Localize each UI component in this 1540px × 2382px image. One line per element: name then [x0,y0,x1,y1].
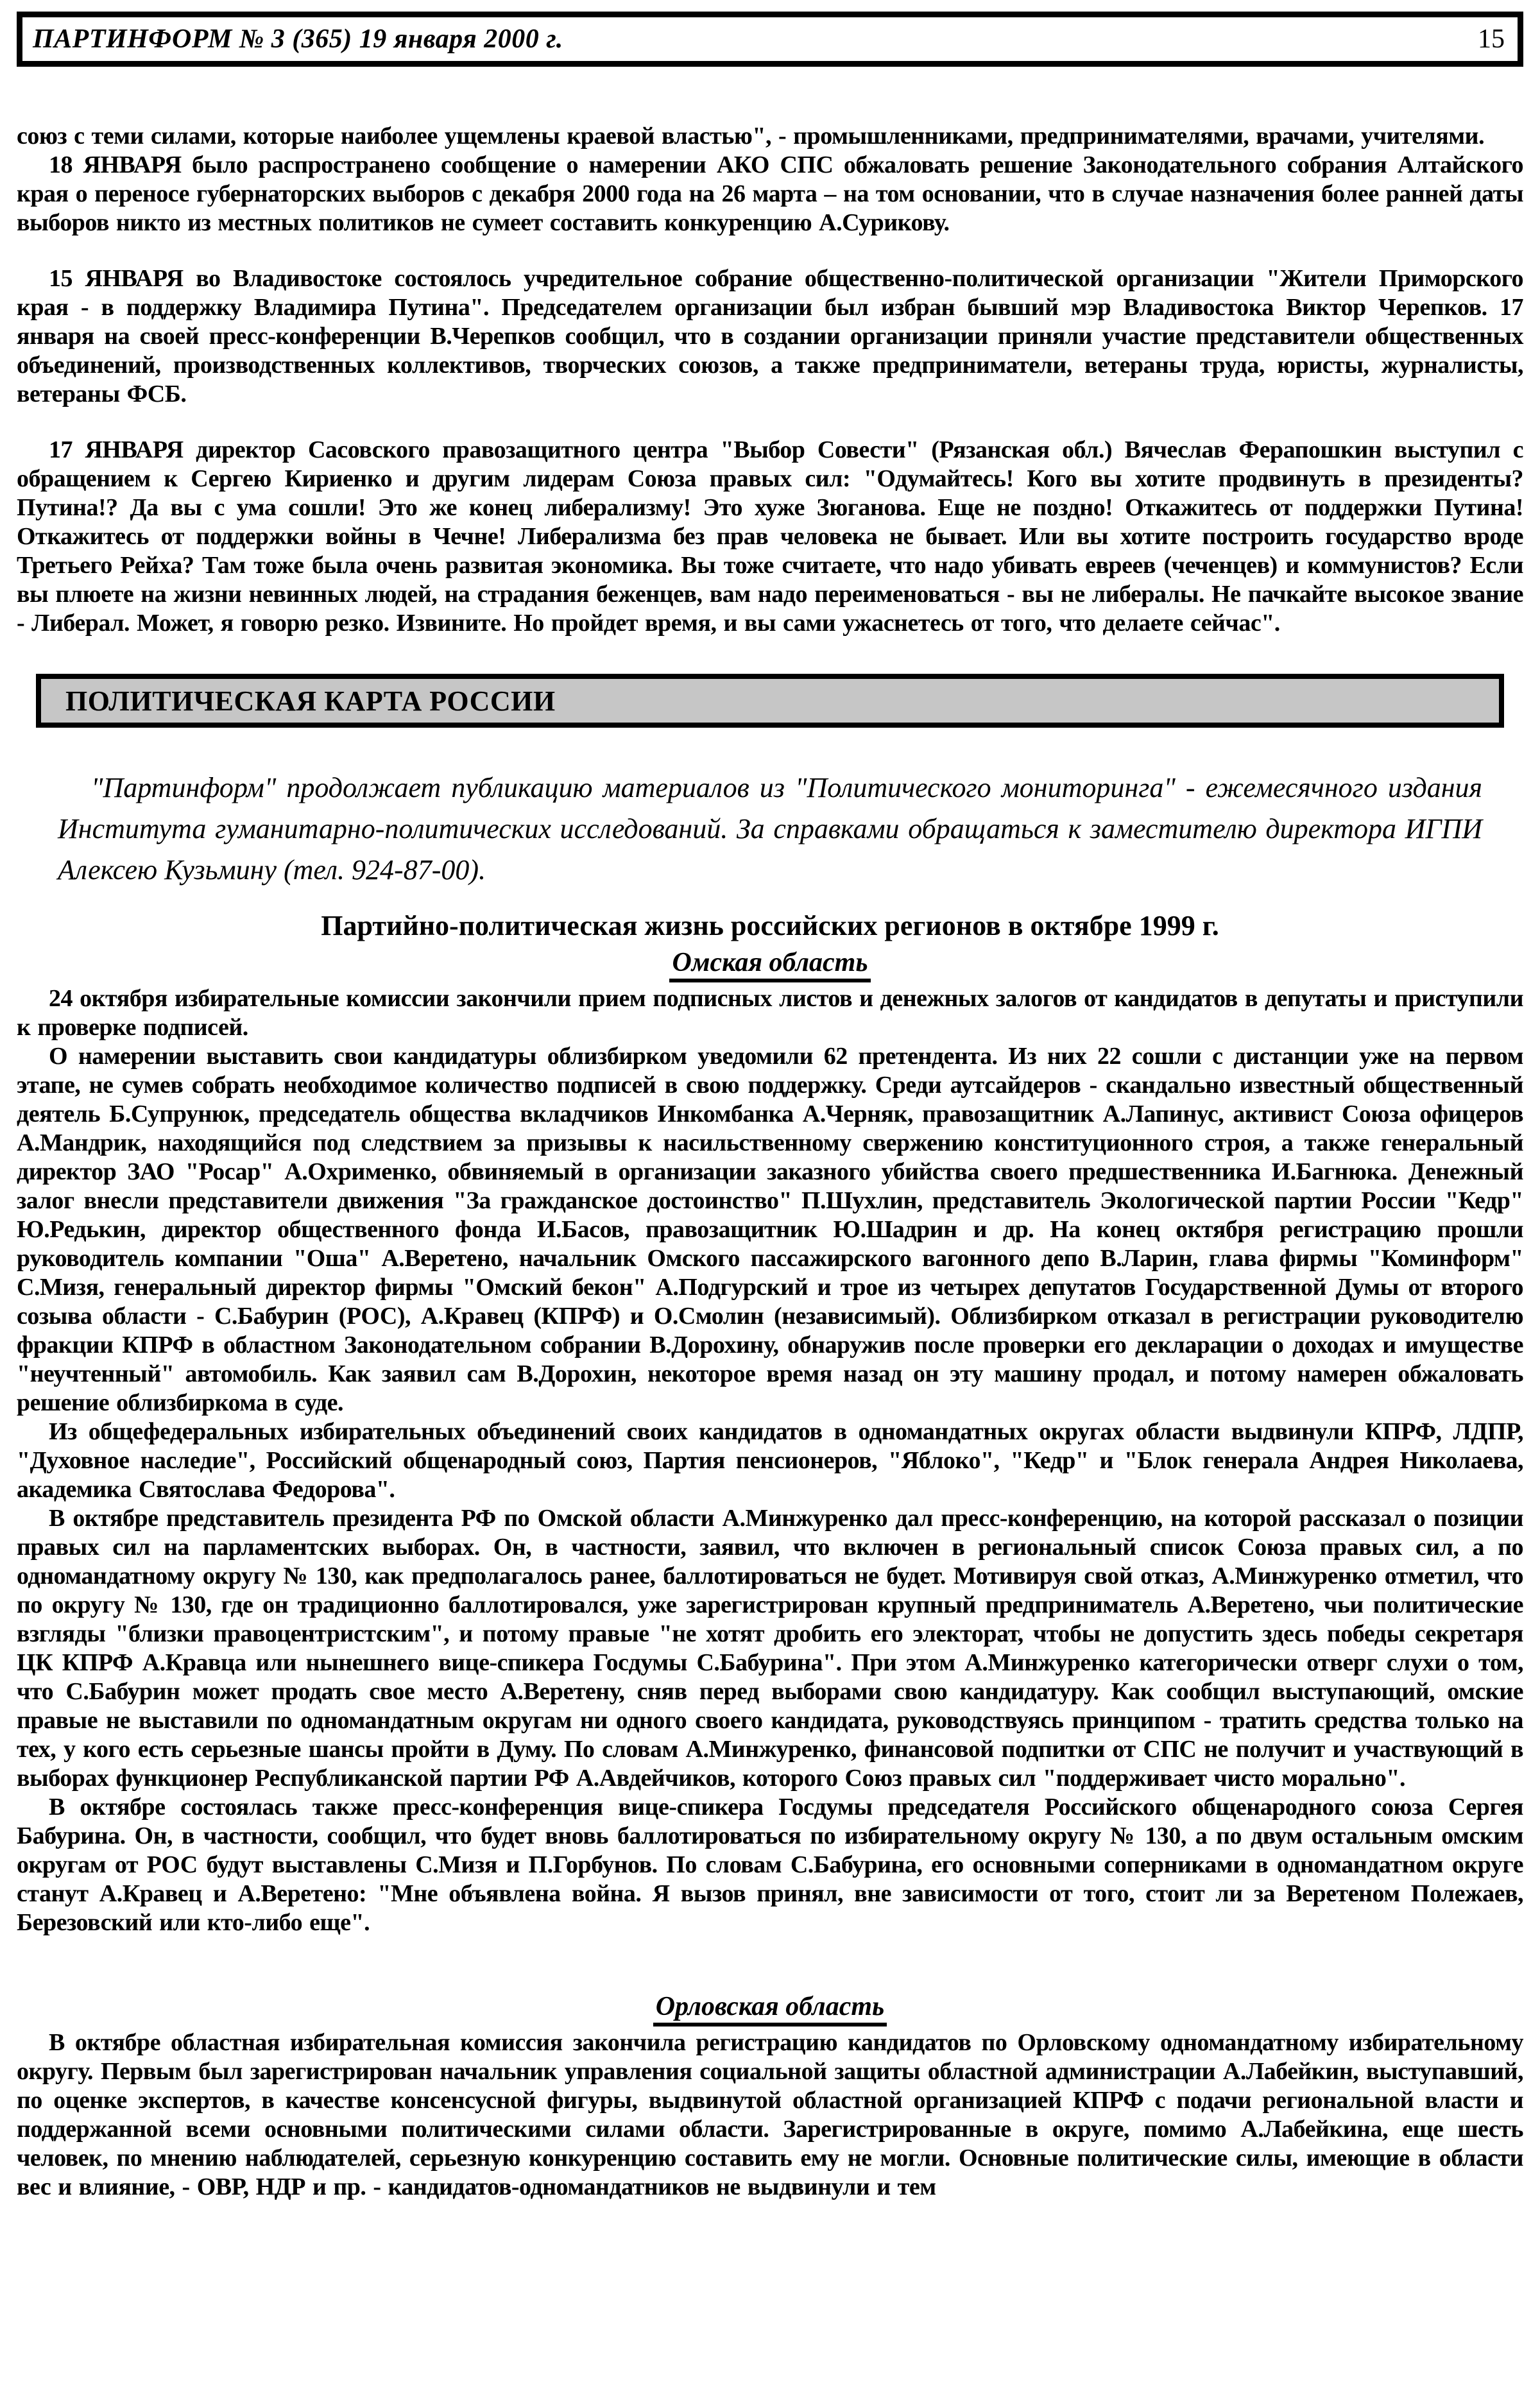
omsk-paragraph-4: В октябре представитель президента РФ по Омской области А.Минжуренко дал пресс-конференцию, на которой рассказал о позиции правых сил на парламентских выборах. Он, в частности, заявил, что включен в региональный список Союза правых сил, а по одномандатному округу № 130, как предполагалось ранее, баллотироваться не будет. Мотивируя свой отказ, А.Минжуренко отметил, что по округу № 130, где он традиционно баллотировался, уже зарегистрирован крупный предприниматель А.Веретено, чьи политические взгляды "близки правоцентристским", и потому правые "не хотят дробить его электорат, чтобы не допустить здесь победы секретаря ЦК КПРФ А.Кравца или нынешнего вице-спикера Госдумы С.Бабурина". При этом А.Минжуренко категорически отверг слухи о том, что С.Бабурин может продать свое место А.Веретену, сняв перед выборами свою кандидатуру. Как сообщил выступающий, омские правые не выставили по одномандатным округам ни одного своего кандидата, руководствуясь принципом - тратить средства только на тех, у кого есть серьезные шансы пройти в Думу. По словам А.Минжуренко, финансовой подпитки от СПС не получит и участвующий в выборах функционер Республиканской партии РФ А.Авдейчиков, которого Союз правых сил "поддерживает чисто морально". [17,1505,1523,1792]
page-number: 15 [1478,24,1505,54]
region-oryol-body [17,2028,1523,2202]
omsk-paragraph-3: Из общефедеральных избирательных объединений своих кандидатов в одномандатных округах области выдвинули КПРФ, ЛДПР, "Духовное наследие", Российский общенародный союз, Партия пенсионеров, "Яблоко", "Кедр" и "Блок генерала Андрея Николаева, академика Святослава Федорова". [17,1418,1523,1503]
news-column [17,122,1523,638]
paragraph-continuation: союз с теми силами, которые наиболее ущемлены краевой властью", - промышленниками, предпринимателями, врачами, учителями. [17,123,1485,150]
region-title-omsk-label: Омская область [669,948,870,982]
newsletter-title: ПАРТИНФОРМ № 3 (365) 19 января 2000 г. [33,24,563,54]
region-title-omsk [17,947,1523,978]
news-item-jan15: 15 ЯНВАРЯ во Владивостоке состоялось учредительное собрание общественно-политической организации "Жители Приморского края - в поддержку Владимира Путина". Председателем организации был избран бывший мэр Владивостока Виктор Черепков. 17 января на своей пресс-конференции В.Черепков сообщил, что в создании организации приняли участие представители общественных объединений, производственных коллективов, творческих союзов, а также предприниматели, ветераны труда, юристы, журналисты, ветераны ФСБ. [17,265,1523,407]
region-title-oryol [17,1991,1523,2022]
omsk-paragraph-5: В октябре состоялась также пресс-конференция вице-спикера Госдумы председателя Российского общенародного союза Сергея Бабурина. Он, в частности, сообщил, что будет вновь баллотироваться по избирательному округу № 130, а по двум остальным омским округам от РОС будут выставлены С.Мизя и П.Горбунов. По словам С.Бабурина, его основными соперниками в одномандатном округе станут А.Кравец и А.Веретено: "Мне объявлена война. Я вызов принял, вне зависимости от того, стоит ли за Веретеном Полежаев, Березовский или кто-либо еще". [17,1794,1523,1936]
oryol-paragraph-1: В октябре областная избирательная комиссия закончила регистрацию кандидатов по Орловскому одномандатному избирательному округу. Первым был зарегистрирован начальник управления социальной защиты областной администрации А.Лабейкин, выступавший, по оценке экспертов, в качестве консенсусной фигуры, выдвинутой областной организацией КПРФ с подачи региональной власти и поддержанной всеми основными политическими силами области. Зарегистрированные в округе, помимо А.Лабейкина, еще шесть человек, по мнению наблюдателей, серьезную конкуренцию составить ему не могли. Основные политические силы, имеющие в области вес и влияние, - ОВР, НДР и пр. - кандидатов-одномандатников не выдвинули и тем [17,2029,1523,2200]
news-item-jan18: 18 ЯНВАРЯ было распространено сообщение о намерении АКО СПС обжаловать решение Законодательного собрания Алтайского края о переносе губернаторских выборов с декабря 2000 года на 26 марта – на том основании, что в случае назначения более ранней даты выборов никто из местных политиков не сумеет составить конкуренцию А.Сурикову. [17,151,1523,236]
report-title: Партийно-политическая жизнь российских регионов в октябре 1999 г. [321,910,1219,941]
omsk-paragraph-2: О намерении выставить свои кандидатуры облизбирком уведомили 62 претендента. Из них 22 сошли с дистанции уже на первом этапе, не сумев собрать необходимое количество подписей в свою поддержку. Среди аутсайдеров - скандально известный общественный деятель Б.Супрунюк, председатель общества вкладчиков Инкомбанка А.Черняк, правозащитник А.Лапинус, активист Союза офицеров А.Мандрик, находящийся под следствием за призывы к насильственному свержению конституционного строя, а также генеральный директор ЗАО "Росар" А.Охрименко, обвиняемый в организации заказного убийства своего предшественника И.Багнюка. Денежный залог внесли представители движения "За гражданское достоинство" П.Шухлин, представитель Экологической партии России "Кедр" Ю.Редькин, директор общественного фонда И.Басов, правозащитник Ю.Шадрин и др. На конец октября регистрацию прошли руководитель компании "Оша" А.Веретено, начальник Омского пассажирского вагонного депо В.Ларин, глава фирмы "Коминформ" С.Мизя, генеральный директор фирмы "Омский бекон" А.Подгурский и трое из четырех депутатов Государственной Думы от второго созыва области - С.Бабурин (РОС), А.Кравец (КПРФ) и О.Смолин (независимый). Облизбирком отказал в регистрации руководителю фракции КПРФ в областном Законодательном собрании В.Дорохину, обнаружив после проверки его декларации о доходах и имуществе "неучтенный" автомобиль. Как заявил сам В.Дорохин, некоторое время назад он эту машину продал, и потому намерен обжаловать решение облизбиркома в суде. [17,1043,1523,1416]
page-header [17,12,1523,67]
news-item-jan17: 17 ЯНВАРЯ директор Сасовского правозащитного центра "Выбор Совести" (Рязанская обл.) Вячеслав Ферапошкин выступил с обращением к Сергею Кириенко и другим лидерам Союза правых сил: "Одумайтесь! Кого вы хотите продвинуть в президенты? Путина!? Да вы с ума сошли! Это же конец либерализму! Это хуже Зюганова. Еще не поздно! Откажитесь от поддержки Путина! Откажитесь от поддержки войны в Чечне! Либерализма без прав человека не бывает. Или вы хотите построить государство вроде Третьего Рейха? Там тоже была очень развитая экономика. Вы тоже считаете, что надо убивать евреев (чеченцев) и коммунистов? Если вы плюете на жизни невинных людей, на страдания беженцев, вам надо переименоваться - вы не либералы. Не пачкайте высокое звание - Либерал. Может, я говорю резко. Извините. Но пройдет время, и вы сами ужаснетесь от того, что делаете сейчас". [17,436,1523,637]
region-title-oryol-label: Орловская область [653,1992,887,2026]
section-title: ПОЛИТИЧЕСКАЯ КАРТА РОССИИ [65,685,556,717]
monitoring-intro: "Партинформ" продолжает публикацию материалов из "Политического мониторинга" - ежемесячного издания Института гуманитарно-политических исследований. За справками обращаться к заместителю директора ИГПИ Алексею Кузьмину (тел. 924-87-00). [58,772,1482,886]
section-header-political-map [36,674,1504,728]
omsk-paragraph-1: 24 октября избирательные комиссии закончили прием подписных листов и денежных залогов от кандидатов в депутаты и приступили к проверке подписей. [17,985,1523,1041]
region-omsk-body [17,984,1523,1937]
